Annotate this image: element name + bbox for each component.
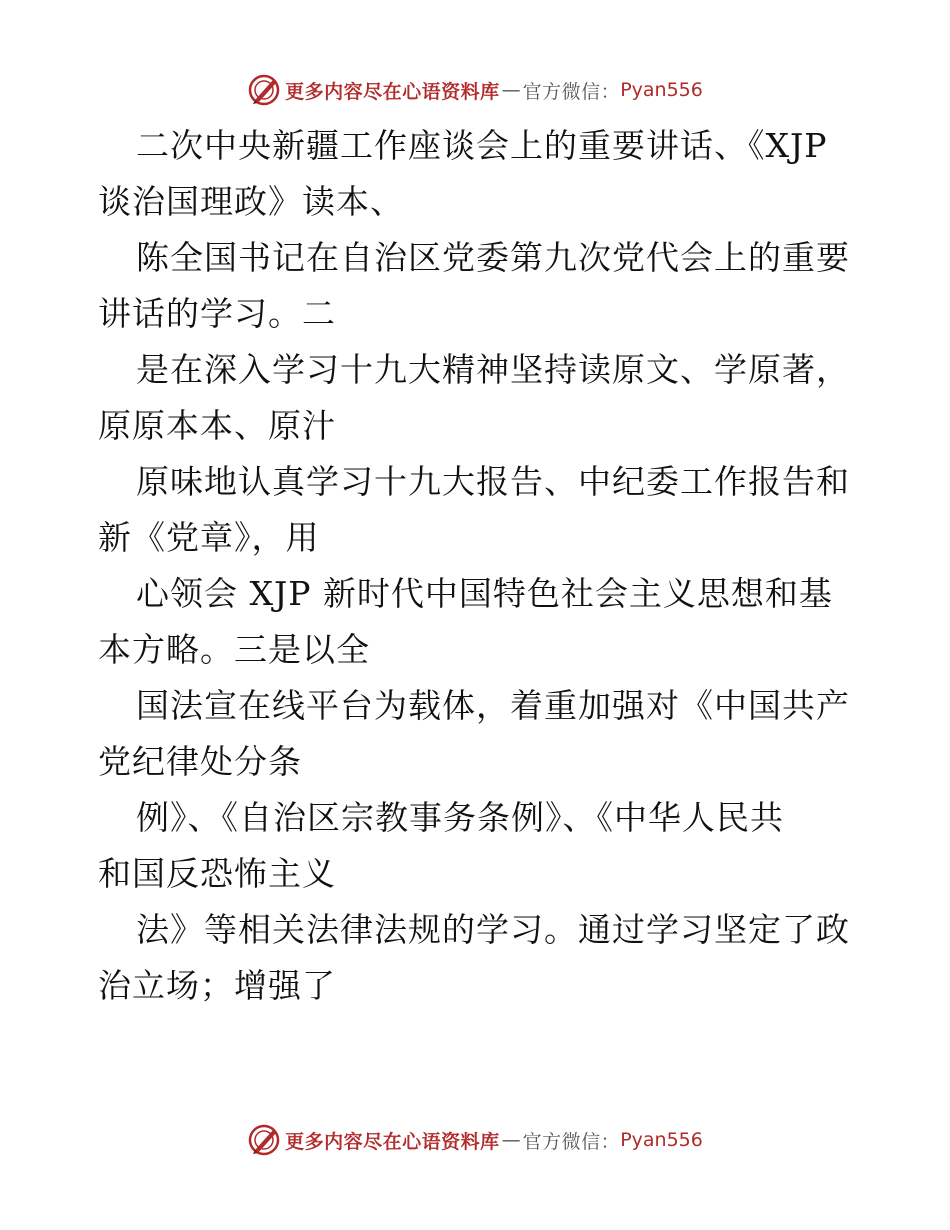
watermark-text: 更多内容尽在心语资料库 (285, 1130, 500, 1153)
document-body (98, 118, 858, 1014)
watermark-id: Pyan556 (620, 1129, 703, 1151)
text-line: 二次中央新疆工作座谈会上的重要讲话、《XJP (136, 126, 828, 165)
pen-logo-icon (247, 73, 281, 107)
footer-watermark (0, 1122, 950, 1158)
watermark-label: 官方微信： (522, 1130, 621, 1153)
text-line: 法》等相关法律法规的学习。通过学习坚定了政 (136, 910, 850, 949)
pen-logo-icon (247, 1123, 281, 1157)
text-line: 心领会 XJP 新时代中国特色社会主义思想和基 (136, 574, 833, 613)
text-line: 国法宣在线平台为载体，着重加强对《中国共产 (136, 686, 850, 725)
text-line: 党纪律处分条 (98, 742, 302, 781)
watermark-text: 更多内容尽在心语资料库 (285, 80, 500, 103)
text-line: 例》、《自治区宗教事务条例》、《中华人民共 (136, 798, 784, 837)
watermark-id: Pyan556 (620, 79, 703, 101)
text-line: 本方略。三是以全 (98, 630, 370, 669)
text-line: 谈治国理政》读本、 (98, 182, 404, 221)
watermark-separator: — (501, 79, 521, 101)
text-line: 是在深入学习十九大精神坚持读原文、学原著， (136, 350, 850, 389)
watermark-label: 官方微信： (522, 80, 621, 103)
text-line: 治立场；增强了 (98, 966, 336, 1005)
header-watermark (0, 72, 950, 108)
text-line: 陈全国书记在自治区党委第九次党代会上的重要 (136, 238, 850, 277)
text-line: 原味地认真学习十九大报告、中纪委工作报告和 (136, 462, 850, 501)
text-line: 和国反恐怖主义 (98, 854, 336, 893)
text-line: 新《党章》，用 (98, 518, 320, 557)
watermark-separator: — (501, 1129, 521, 1151)
text-line: 原原本本、原汁 (98, 406, 336, 445)
text-line: 讲话的学习。二 (98, 294, 336, 333)
